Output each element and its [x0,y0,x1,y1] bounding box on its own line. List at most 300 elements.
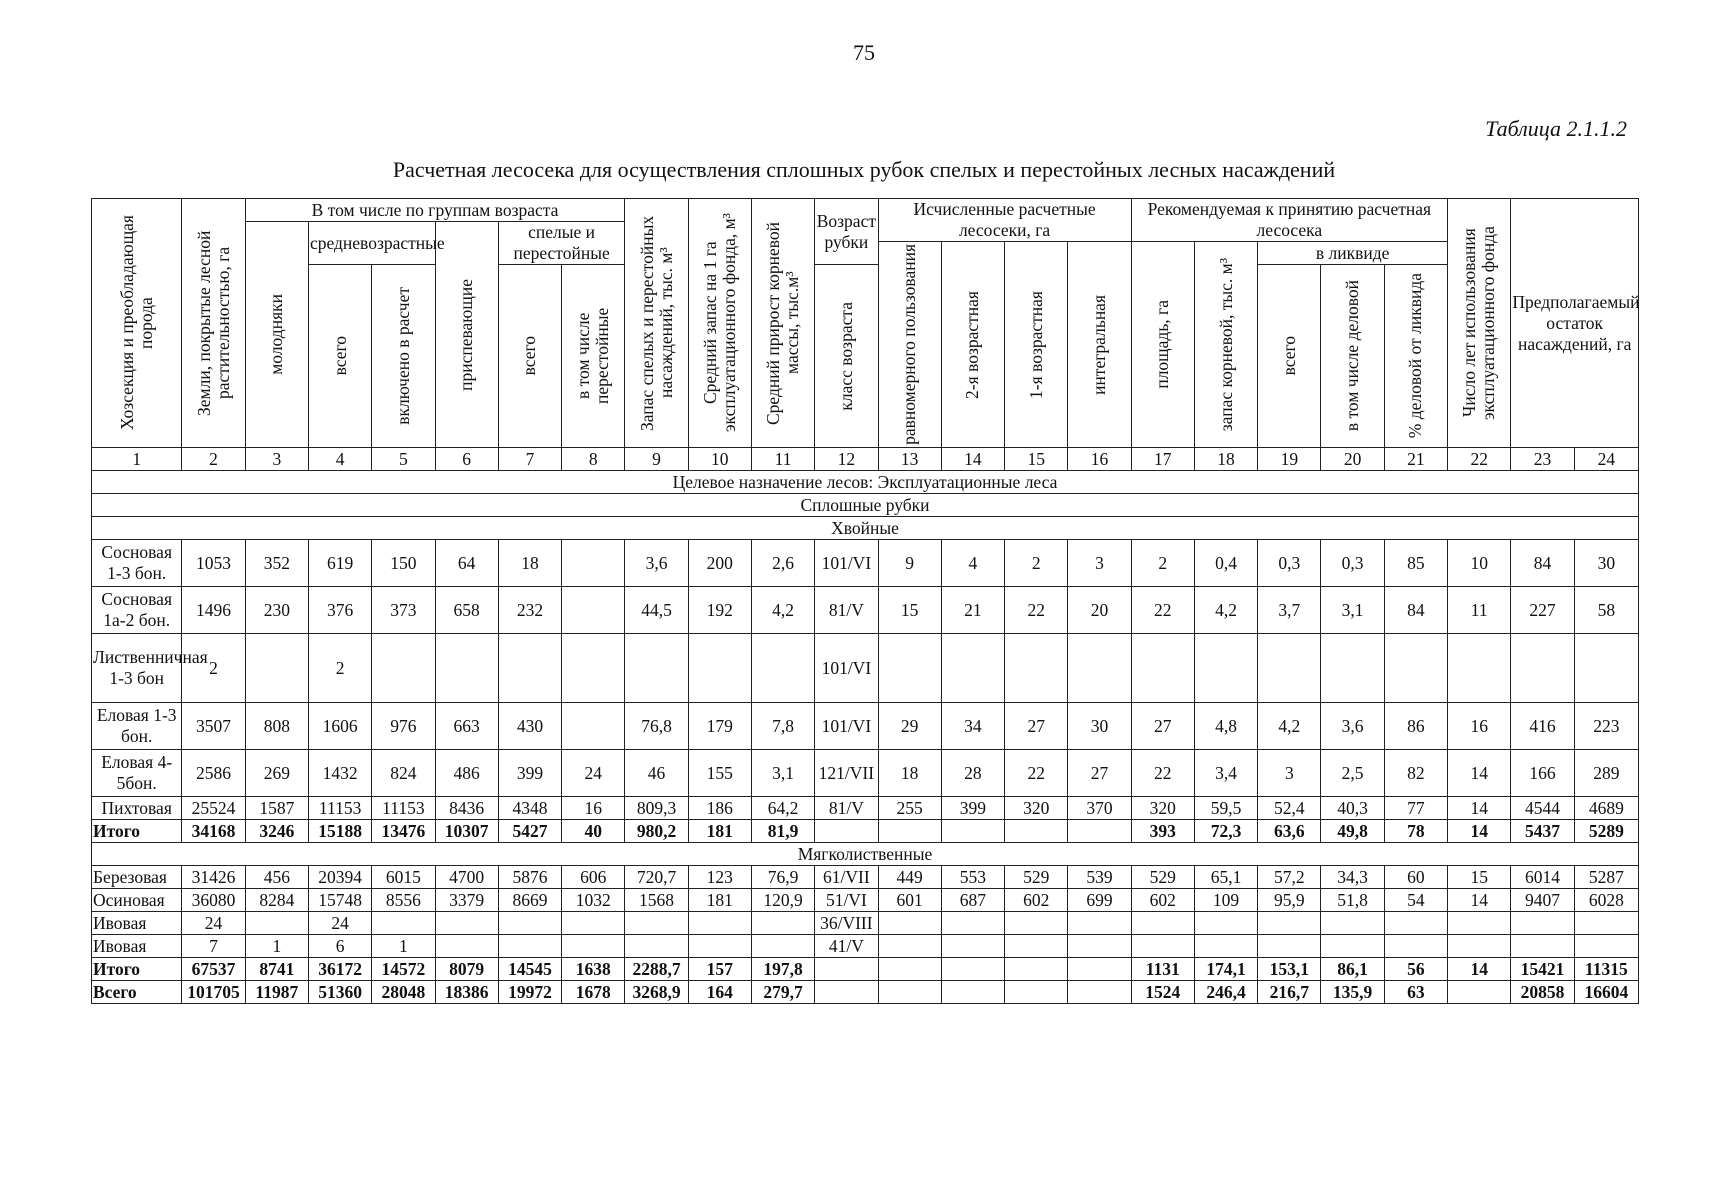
table-cell: 1606 [308,703,371,750]
table-cell: 123 [688,866,751,889]
header-1st-age: 1-я возрастная [1005,242,1068,448]
total-cell: 174,1 [1194,958,1257,981]
table-cell: 36080 [182,889,245,912]
table-cell: 399 [941,797,1004,820]
table-cell: 57,2 [1258,866,1321,889]
table-cell: 1 [245,935,308,958]
total-cell [1005,820,1068,843]
table-cell [1321,634,1384,703]
page-number: 75 [853,40,875,65]
table-cell [941,634,1004,703]
table-cell [1448,912,1511,935]
total-cell: 63 [1384,981,1447,1004]
table-cell: 6015 [372,866,435,889]
table-cell: 663 [435,703,498,750]
table-cell: 3 [1258,750,1321,797]
total-cell: 5437 [1511,820,1574,843]
table-cell [498,912,561,935]
table-cell: 65,1 [1194,866,1257,889]
total-cell: 14 [1448,820,1511,843]
total-cell: 279,7 [751,981,814,1004]
table-cell [372,912,435,935]
column-number: 9 [625,448,688,471]
total-cell: 19972 [498,981,561,1004]
column-number: 12 [815,448,878,471]
table-cell: 553 [941,866,1004,889]
table-cell [1321,935,1384,958]
table-row [92,750,1639,797]
header-area: равномерного пользования [878,242,941,448]
table-cell [625,935,688,958]
column-number: 24 [1574,448,1638,471]
table-cell: 18 [878,750,941,797]
total-cell: 67537 [182,958,245,981]
forest-cut-table [91,198,1639,1004]
total-cell: 13476 [372,820,435,843]
table-cell: 34,3 [1321,866,1384,889]
total-cell: 49,8 [1321,820,1384,843]
table-cell: 21 [941,587,1004,634]
table-cell: 155 [688,750,751,797]
table-cell: 20394 [308,866,371,889]
table-cell [1068,634,1131,703]
table-cell [562,587,625,634]
table-cell: 85 [1384,540,1447,587]
total-cell [1448,981,1511,1004]
total-cell: 15188 [308,820,371,843]
table-cell: 61/VII [815,866,878,889]
total-label: Всего [92,981,182,1004]
total-cell [941,958,1004,981]
header-pre-mature: приспевающие [435,222,498,448]
total-cell: 36172 [308,958,371,981]
column-number: 21 [1384,448,1447,471]
table-cell [1131,634,1194,703]
table-cell: 51,8 [1321,889,1384,912]
table-cell: 46 [625,750,688,797]
header-root-stock: запас корневой, тыс. м³ [1194,242,1257,448]
header-liquid: в ликвиде [1258,242,1448,265]
total-cell: 197,8 [751,958,814,981]
table-cell: 3,1 [751,750,814,797]
table-cell: 3,7 [1258,587,1321,634]
section-cut-type: Сплошные рубки [92,494,1639,517]
table-cell: 27 [1068,750,1131,797]
header-covered-land: Земли, покрытые лесной растительностью, га [182,199,245,448]
column-number: 18 [1194,448,1257,471]
table-cell: 976 [372,703,435,750]
table-cell: 606 [562,866,625,889]
table-cell [688,912,751,935]
table-cell: 3507 [182,703,245,750]
table-cell [1511,935,1574,958]
table-cell: 7,8 [751,703,814,750]
table-cell: 192 [688,587,751,634]
table-cell [878,935,941,958]
table-row [92,935,1639,958]
total-cell: 56 [1384,958,1447,981]
table-cell: 82 [1384,750,1447,797]
table-cell: 11153 [308,797,371,820]
table-cell: 22 [1005,587,1068,634]
table-cell [435,634,498,703]
column-number: 16 [1068,448,1131,471]
table-cell: 81/V [815,587,878,634]
header-mature-stock: Запас спелых и перестойных насаждений, тыс. м³ [625,199,688,448]
table-cell: 529 [1131,866,1194,889]
table-cell [1574,634,1638,703]
table-cell: 81/V [815,797,878,820]
total-cell: 5427 [498,820,561,843]
total-cell: 3246 [245,820,308,843]
table-cell: 77 [1384,797,1447,820]
table-cell [1194,935,1257,958]
total-cell: 157 [688,958,751,981]
column-number: 1 [92,448,182,471]
table-cell: 84 [1384,587,1447,634]
table-cell: 8669 [498,889,561,912]
table-cell: 416 [1511,703,1574,750]
table-cell: 1432 [308,750,371,797]
table-cell: 227 [1511,587,1574,634]
table-cell: 0,4 [1194,540,1257,587]
table-cell: 9 [878,540,941,587]
total-cell: 3268,9 [625,981,688,1004]
total-cell: 11315 [1574,958,1638,981]
section-deciduous: Мягколиственные [92,843,1639,866]
table-cell: 2 [1131,540,1194,587]
table-cell [1258,634,1321,703]
row-name-cell: Ивовая [92,935,182,958]
table-cell [1005,634,1068,703]
row-name-cell: Лиственничная 1-3 бон [92,634,182,703]
grand-total-row [92,981,1639,1004]
table-cell [688,634,751,703]
table-cell: 2,5 [1321,750,1384,797]
table-cell [562,540,625,587]
table-row [92,797,1639,820]
table-cell: 3379 [435,889,498,912]
table-cell [1448,634,1511,703]
total-cell: 153,1 [1258,958,1321,981]
table-cell: 0,3 [1258,540,1321,587]
table-row [92,912,1639,935]
total-cell: 8741 [245,958,308,981]
table-cell [1005,935,1068,958]
table-cell: 1 [372,935,435,958]
table-cell: 255 [878,797,941,820]
row-name-cell: Пихтовая [92,797,182,820]
column-number: 15 [1005,448,1068,471]
row-name-cell: Березовая [92,866,182,889]
column-number: 8 [562,448,625,471]
header-years-use: Число лет использования эксплуатационного фонда [1448,199,1511,448]
table-cell: 120,9 [751,889,814,912]
table-cell [1321,912,1384,935]
table-cell [1511,912,1574,935]
row-name-cell: Еловая 1-3 бон. [92,703,182,750]
total-cell [1068,981,1131,1004]
table-cell [625,912,688,935]
table-cell: 602 [1005,889,1068,912]
total-cell: 14572 [372,958,435,981]
row-name-cell: Еловая 4-5бон. [92,750,182,797]
table-cell: 28 [941,750,1004,797]
table-cell: 230 [245,587,308,634]
table-cell: 150 [372,540,435,587]
header-overmature: в том числе перестойные [562,265,625,448]
table-cell: 658 [435,587,498,634]
table-cell: 720,7 [625,866,688,889]
table-cell: 4348 [498,797,561,820]
table-cell: 64,2 [751,797,814,820]
total-cell [878,981,941,1004]
table-cell [878,634,941,703]
total-cell: 51360 [308,981,371,1004]
total-cell: 18386 [435,981,498,1004]
table-cell [1131,912,1194,935]
header-business-pct: % деловой от ликвида [1384,265,1447,448]
table-cell: 602 [1131,889,1194,912]
header-age-class: класс возраста [815,265,878,448]
table-row [92,889,1639,912]
table-cell [245,912,308,935]
table-cell: 4544 [1511,797,1574,820]
table-cell: 14 [1448,797,1511,820]
table-cell: 370 [1068,797,1131,820]
table-cell: 486 [435,750,498,797]
header-2nd-age: 2-я возрастная [941,242,1004,448]
table-cell: 320 [1131,797,1194,820]
table-cell: 30 [1574,540,1638,587]
table-cell: 529 [1005,866,1068,889]
total-cell: 20858 [1511,981,1574,1004]
table-cell [751,935,814,958]
table-cell: 24 [308,912,371,935]
table-cell [1384,634,1447,703]
total-cell: 2288,7 [625,958,688,981]
table-cell: 101/VI [815,634,878,703]
table-row [92,866,1639,889]
total-cell: 8079 [435,958,498,981]
table-cell: 4 [941,540,1004,587]
table-cell: 4689 [1574,797,1638,820]
header-avg-growth: Средний прирост корневой массы, тыс.м³ [751,199,814,448]
table-cell: 9407 [1511,889,1574,912]
table-cell: 16 [1448,703,1511,750]
total-cell: 1638 [562,958,625,981]
table-cell: 687 [941,889,1004,912]
table-cell: 2,6 [751,540,814,587]
table-cell: 6028 [1574,889,1638,912]
table-cell: 2 [182,634,245,703]
table-cell: 269 [245,750,308,797]
total-cell: 81,9 [751,820,814,843]
header-business: в том числе деловой [1321,265,1384,448]
table-cell: 76,8 [625,703,688,750]
table-cell: 232 [498,587,561,634]
total-cell: 78 [1384,820,1447,843]
row-name-cell: Ивовая [92,912,182,935]
total-cell: 1524 [1131,981,1194,1004]
total-cell: 86,1 [1321,958,1384,981]
table-cell [562,935,625,958]
table-cell [1448,935,1511,958]
header-young: молодняки [245,222,308,448]
table-cell: 121/VII [815,750,878,797]
table-cell: 22 [1131,587,1194,634]
total-cell: 63,6 [1258,820,1321,843]
table-cell: 60 [1384,866,1447,889]
total-cell: 1131 [1131,958,1194,981]
total-cell: 34168 [182,820,245,843]
header-recommended-cut: Рекомендуемая к принятию расчетная лесосека [1131,199,1447,242]
total-cell: 14 [1448,958,1511,981]
table-cell: 34 [941,703,1004,750]
table-cell [751,634,814,703]
table-cell [1258,935,1321,958]
table-cell: 40,3 [1321,797,1384,820]
table-cell: 352 [245,540,308,587]
table-cell: 95,9 [1258,889,1321,912]
table-cell: 64 [435,540,498,587]
total-cell [941,820,1004,843]
total-cell: 181 [688,820,751,843]
header-avg-stock: Средний запас на 1 га эксплуатационного фонда, м³ [688,199,751,448]
total-cell: 1678 [562,981,625,1004]
table-cell [1511,634,1574,703]
table-title: Расчетная лесосека для осуществления сплошных рубок спелых и перестойных лесных насаждений [392,157,1336,182]
total-label: Итого [92,820,182,843]
table-cell [1574,935,1638,958]
table-cell: 6014 [1511,866,1574,889]
table-cell [1068,912,1131,935]
table-cell: 16 [562,797,625,820]
table-cell: 6 [308,935,371,958]
total-cell [1005,981,1068,1004]
table-cell [562,634,625,703]
column-number: 10 [688,448,751,471]
table-cell: 376 [308,587,371,634]
table-cell: 200 [688,540,751,587]
table-cell: 4700 [435,866,498,889]
table-cell [1068,935,1131,958]
total-cell [1005,958,1068,981]
table-cell: 15 [1448,866,1511,889]
total-cell [815,820,878,843]
total-cell: 135,9 [1321,981,1384,1004]
table-cell: 3 [1068,540,1131,587]
table-cell: 4,2 [1194,587,1257,634]
table-cell [878,912,941,935]
table-cell: 54 [1384,889,1447,912]
column-number: 23 [1511,448,1574,471]
total-cell: 246,4 [1194,981,1257,1004]
table-cell: 18 [498,540,561,587]
table-cell: 289 [1574,750,1638,797]
header-mature-overmature: спелые и перестойные [498,222,625,265]
table-cell: 8284 [245,889,308,912]
table-cell: 539 [1068,866,1131,889]
total-cell [1068,820,1131,843]
table-cell: 59,5 [1194,797,1257,820]
table-row [92,540,1639,587]
table-cell: 601 [878,889,941,912]
table-cell: 86 [1384,703,1447,750]
header-remaining-stands: Предполагаемый остаток насаждений, га [1511,199,1639,448]
table-cell [688,935,751,958]
section-purpose: Целевое назначение лесов: Эксплуатационные леса [92,471,1639,494]
total-label: Итого [92,958,182,981]
table-cell: 179 [688,703,751,750]
table-cell: 84 [1511,540,1574,587]
table-cell: 3,4 [1194,750,1257,797]
total-cell: 164 [688,981,751,1004]
table-cell: 373 [372,587,435,634]
table-cell: 22 [1131,750,1194,797]
table-cell [1131,935,1194,958]
column-number: 6 [435,448,498,471]
table-cell: 4,2 [1258,703,1321,750]
table-row [92,634,1639,703]
table-cell [1194,634,1257,703]
table-cell: 181 [688,889,751,912]
row-name-cell: Сосновая 1а-2 бон. [92,587,182,634]
table-cell: 52,4 [1258,797,1321,820]
table-cell: 1568 [625,889,688,912]
header-integral: интегральная [1068,242,1131,448]
table-cell: 22 [1005,750,1068,797]
header-mature-total: всего [498,265,561,448]
table-cell: 36/VIII [815,912,878,935]
table-cell [625,634,688,703]
total-cell [878,820,941,843]
column-number: 14 [941,448,1004,471]
table-cell: 109 [1194,889,1257,912]
table-cell: 29 [878,703,941,750]
table-cell: 166 [1511,750,1574,797]
table-cell: 14 [1448,889,1511,912]
table-cell [372,634,435,703]
total-cell [878,958,941,981]
table-cell: 320 [1005,797,1068,820]
total-cell: 216,7 [1258,981,1321,1004]
total-cell [815,958,878,981]
table-cell: 2 [1005,540,1068,587]
table-cell: 1053 [182,540,245,587]
table-cell [498,634,561,703]
section-conifer: Хвойные [92,517,1639,540]
table-cell: 2586 [182,750,245,797]
conifer-total-row [92,820,1639,843]
table-cell: 808 [245,703,308,750]
table-cell: 11 [1448,587,1511,634]
column-number: 3 [245,448,308,471]
table-cell [1384,912,1447,935]
header-section-breed: Хозсекция и преобладающая порода [92,199,182,448]
table-cell [1005,912,1068,935]
table-row [92,703,1639,750]
table-cell: 4,2 [751,587,814,634]
table-cell: 3,6 [625,540,688,587]
table-cell: 186 [688,797,751,820]
table-cell [1258,912,1321,935]
total-cell: 14545 [498,958,561,981]
total-cell: 10307 [435,820,498,843]
table-cell: 824 [372,750,435,797]
header-calculated-cuts: Исчисленные расчетные лесосеки, га [878,199,1131,242]
total-cell: 11987 [245,981,308,1004]
